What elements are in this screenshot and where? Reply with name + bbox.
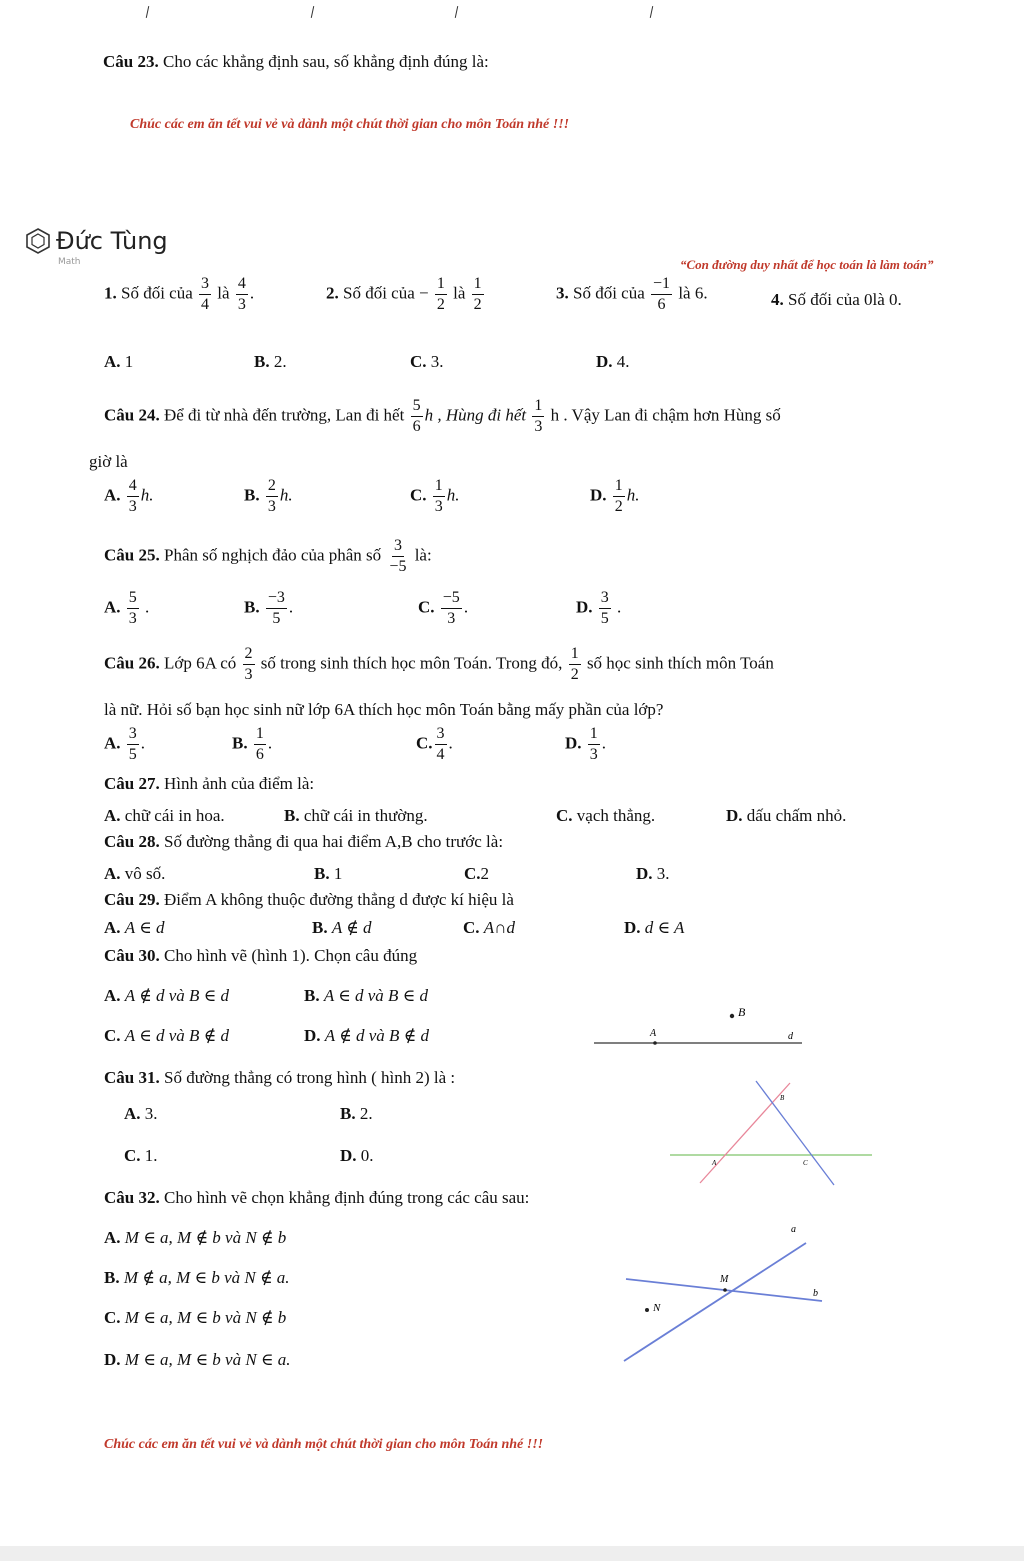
brand-name: Đức Tùng <box>56 227 168 255</box>
tick-mark <box>146 6 149 18</box>
brand-logo <box>24 227 168 255</box>
q29-option-c[interactable]: C. A∩d <box>463 918 515 937</box>
q25-option-b[interactable]: B. $\frac{-3}{5}$ . <box>244 589 294 627</box>
q23-statement-2: 2. Số đối của − $\frac{1}{2}$ là $\frac{1}{2}$ <box>326 275 482 313</box>
q24-option-c[interactable]: C. $\frac{1}{3}$ h. <box>410 477 460 515</box>
figure-1 <box>590 995 810 1055</box>
question-26: Câu 26. Lớp 6A có $\frac{2}{3}$ số trong sinh thích học môn Toán. Trong đó, $\frac{1}{2}$ số học sinh thích môn Toán <box>104 645 774 683</box>
q25-option-a[interactable]: A. $\frac{5}{3}$ . <box>104 589 150 627</box>
fraction: $\frac{3}{-5}$ <box>389 537 407 575</box>
fraction: $\frac{1}{3}$ <box>534 397 543 435</box>
tick-mark <box>650 6 653 18</box>
fraction: $\frac{4}{3}$ <box>237 275 246 313</box>
label-a: a <box>791 1224 796 1235</box>
q27-option-a[interactable]: A. chữ cái in hoa. <box>104 806 225 825</box>
line-a <box>624 1243 806 1361</box>
q25-option-c[interactable]: C. $\frac{-5}{3}$ . <box>418 589 469 627</box>
fraction: $\frac{1}{2}$ <box>436 275 445 313</box>
q24-option-d[interactable]: D. $\frac{1}{2}$ h. <box>590 477 640 515</box>
q23-statement-1: 1. Số đối của $\frac{3}{4}$ là $\frac{4}{3}$ . <box>104 275 255 313</box>
line-pink <box>700 1083 790 1183</box>
q32-option-d[interactable]: D. M ∈ a, M ∈ b và N ∈ a. <box>104 1350 291 1369</box>
fraction: $\frac{5}{6}$ <box>412 397 421 435</box>
question-23-header <box>103 52 489 72</box>
label-d: d <box>788 1031 793 1042</box>
logo-icon <box>24 227 52 255</box>
fraction: $\frac{2}{3}$ <box>244 645 253 683</box>
q28-option-d[interactable]: D. 3. <box>636 864 670 883</box>
q28-option-a[interactable]: A. vô số. <box>104 864 166 883</box>
q26-option-c[interactable]: C. $\frac{3}{4}$ . <box>416 725 453 763</box>
q32-option-b[interactable]: B. M ∉ a, M ∈ b và N ∉ a. <box>104 1268 290 1287</box>
q23-statement-4: 4. Số đối của 0là 0. <box>771 290 902 309</box>
brand-motto: “Con đường duy nhất để học toán là làm toán” <box>680 257 934 272</box>
question-26-cont: là nữ. Hỏi số bạn học sinh nữ lớp 6A thích học môn Toán bằng mấy phần của lớp? <box>104 700 664 719</box>
q29-option-d[interactable]: D. d ∈ A <box>624 918 685 937</box>
label-b: B <box>738 1005 746 1019</box>
label-b: b <box>813 1288 818 1299</box>
q27-option-b[interactable]: B. chữ cái in thường. <box>284 806 428 825</box>
q30-option-c[interactable]: C. A ∈ d và B ∉ d <box>104 1026 229 1045</box>
label-a: A <box>712 1159 717 1167</box>
point-a <box>653 1041 657 1045</box>
fraction: $\frac{-1}{6}$ <box>653 275 671 313</box>
q31-option-c[interactable]: C. 1. <box>124 1146 158 1165</box>
q29-option-a[interactable]: A. A ∈ d <box>104 918 165 937</box>
line-blue <box>756 1081 834 1185</box>
question-text: Cho các khẳng định sau, số khẳng định đúng là: <box>162 52 489 71</box>
q23-option-c[interactable]: C. 3. <box>410 352 444 371</box>
banner-top: Chúc các em ăn tết vui vẻ và dành một chút thời gian cho môn Toán nhé !!! <box>130 117 570 132</box>
q26-option-d[interactable]: D. $\frac{1}{3}$ . <box>565 725 607 763</box>
q23-option-b[interactable]: B. 2. <box>254 352 287 371</box>
q27-option-c[interactable]: C. vạch thẳng. <box>556 806 656 825</box>
banner-bottom: Chúc các em ăn tết vui vẻ và dành một chút thời gian cho môn Toán nhé !!! <box>104 1437 544 1452</box>
label-b: B <box>780 1094 785 1102</box>
fraction: $\frac{1}{2}$ <box>570 645 579 683</box>
q23-option-a[interactable]: A. 1 <box>104 352 134 371</box>
question-28: Câu 28. Số đường thẳng đi qua hai điểm A,B cho trước là: <box>104 832 504 851</box>
q31-option-a[interactable]: A. 3. <box>124 1104 158 1123</box>
q32-option-c[interactable]: C. M ∈ a, M ∈ b và N ∉ b <box>104 1308 287 1327</box>
figure-2 <box>660 1075 880 1190</box>
question-24: Câu 24. Để đi từ nhà đến trường, Lan đi hết $\frac{5}{6}$ h , Hùng đi hết $\frac{1}{3}$ h . Vậy Lan đi chậm hơn Hùng số <box>104 397 781 435</box>
q24-option-b[interactable]: B. $\frac{2}{3}$ h. <box>244 477 293 515</box>
fraction: $\frac{1}{2}$ <box>473 275 482 313</box>
tick-mark <box>455 6 458 18</box>
q24-option-a[interactable]: A. $\frac{4}{3}$ h. <box>104 477 154 515</box>
question-30: Câu 30. Cho hình vẽ (hình 1). Chọn câu đúng <box>104 946 418 965</box>
point-n <box>645 1308 649 1312</box>
q23-statement-3: 3. Số đối của $\frac{-1}{6}$ là 6. <box>556 275 708 313</box>
q32-option-a[interactable]: A. M ∈ a, M ∉ b và N ∉ b <box>104 1228 287 1247</box>
question-label: Câu 23. <box>103 52 159 71</box>
question-label: Câu 25. <box>104 545 160 565</box>
q28-option-b[interactable]: B. 1 <box>314 864 343 883</box>
footer-bar <box>0 1546 1024 1561</box>
q26-option-a[interactable]: A. $\frac{3}{5}$ . <box>104 725 146 763</box>
q29-option-b[interactable]: B. A ∉ d <box>312 918 372 937</box>
figure-3 <box>600 1215 830 1370</box>
label-m: M <box>720 1274 729 1285</box>
question-29: Câu 29. Điểm A không thuộc đường thẳng d được kí hiệu là <box>104 890 514 909</box>
question-label: Câu 26. <box>104 653 160 673</box>
question-31: Câu 31. Số đường thẳng có trong hình ( hình 2) là : <box>104 1068 456 1087</box>
label-n: N <box>653 1302 661 1314</box>
point-b <box>730 1014 734 1018</box>
label-a: A <box>650 1028 657 1039</box>
question-27: Câu 27. Hình ảnh của điểm là: <box>104 774 315 793</box>
q30-option-b[interactable]: B. A ∈ d và B ∈ d <box>304 986 429 1005</box>
question-25: Câu 25. Phân số nghịch đảo của phân số $\frac{3}{-5}$ là: <box>104 537 432 575</box>
q25-option-d[interactable]: D. $\frac{3}{5}$ . <box>576 589 622 627</box>
q31-option-b[interactable]: B. 2. <box>340 1104 373 1123</box>
q28-option-c[interactable]: C.2 <box>464 864 490 883</box>
q23-option-d[interactable]: D. 4. <box>596 352 630 371</box>
question-24-cont: giờ là <box>89 452 128 471</box>
tick-mark <box>311 6 314 18</box>
question-32: Câu 32. Cho hình vẽ chọn khẳng định đúng trong các câu sau: <box>104 1188 530 1207</box>
label-c: C <box>803 1159 808 1167</box>
brand-sub: Math <box>58 257 81 267</box>
point-m <box>723 1288 727 1292</box>
q30-option-d[interactable]: D. A ∉ d và B ∉ d <box>304 1026 429 1045</box>
q31-option-d[interactable]: D. 0. <box>340 1146 374 1165</box>
q27-option-d[interactable]: D. dấu chấm nhỏ. <box>726 806 847 825</box>
fraction: $\frac{3}{4}$ <box>201 275 210 313</box>
q30-option-a[interactable]: A. A ∉ d và B ∈ d <box>104 986 229 1005</box>
question-label: Câu 24. <box>104 405 160 425</box>
q26-option-b[interactable]: B. $\frac{1}{6}$ . <box>232 725 273 763</box>
